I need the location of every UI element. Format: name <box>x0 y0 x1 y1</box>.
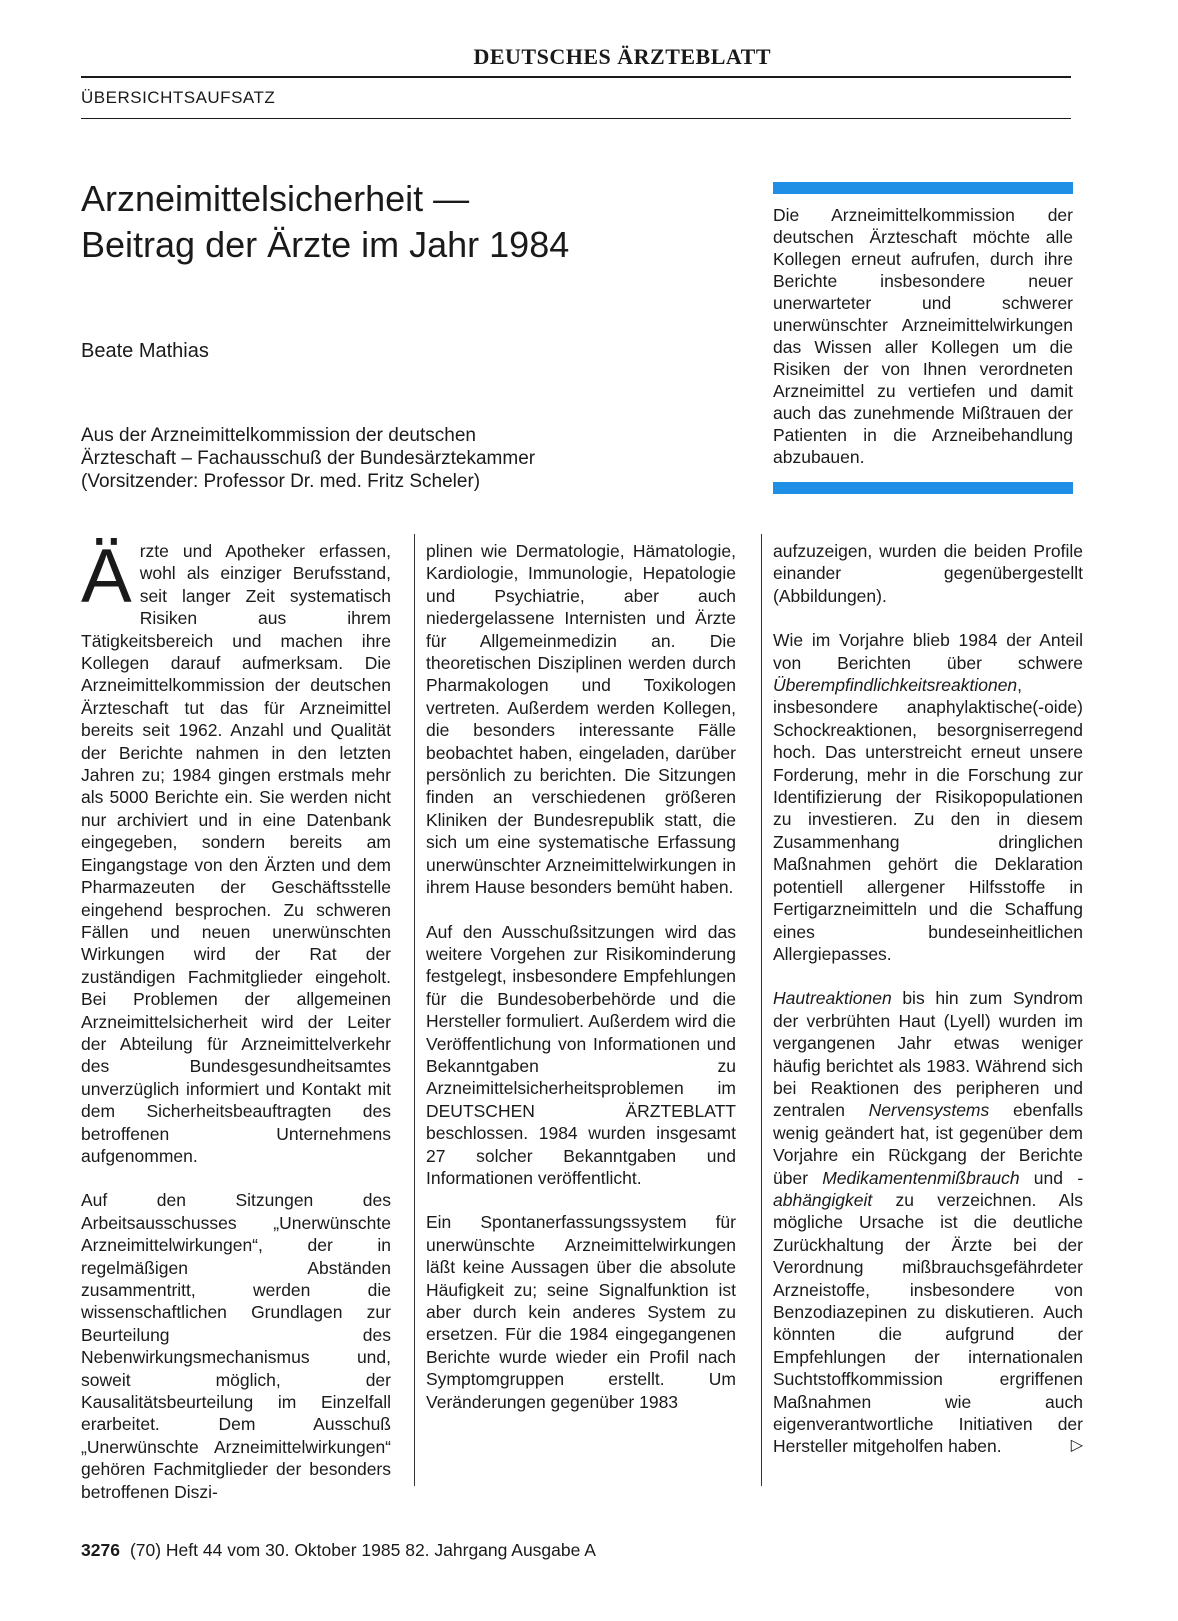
masthead-rule <box>81 76 1071 78</box>
summary-bar-top <box>773 182 1073 194</box>
issue-info: (70) Heft 44 vom 30. Oktober 1985 82. Jahrgang Ausgabe A <box>129 1540 596 1560</box>
body-paragraph: Auf den Sitzungen des Arbeitsausschusses „Unerwünschte Arzneimittelwirkungen“, der in regelmäßigen Abständen zusammentritt, werden die wissenschaftlichen Grundlagen zur Beurteilung des Nebenwirkungsmechanismus und, soweit möglich, der Kausalitätsbeurteilung im Einzelfall erarbeitet. Dem Ausschuß „Unerwünschte Arzneimittelwirkungen“ gehören Fachmitglieder der besonders betroffenen Diszi- <box>81 1190 391 1502</box>
emphasis-text: Überempfindlichkeitsreaktionen <box>773 675 1018 696</box>
body-paragraph: Ein Spontanerfassungssystem für unerwünschte Arzneimittelwirkungen läßt keine Aussagen über die absolute Häufigkeit zu; seine Signalfunktion ist aber durch kein anderes System zu ersetzen. Für die 1984 eingegangenen Berichte wurde wieder ein Profil nach Symptomgruppen erstellt. Um Veränderungen gegenüber 1983 <box>426 1212 736 1412</box>
body-paragraph: plinen wie Dermatologie, Hämatologie, Kardiologie, Immunologie, Hepatologie und Psychiatrie, aber auch niedergelassene Internisten und Ärzte für Allgemeinmedizin an. Die theoretischen Disziplinen werden durch Pharmakologen und Toxikologen vertreten. Außerdem werden Kollegen, die besonders interessante Fälle beobachtet haben, eingeladen, darüber persönlich zu berichten. Die Sitzungen finden an verschiedenen größeren Kliniken der Bundesrepublik statt, die sich um eine systematische Erfassung unerwünschter Arzneimittelwirkungen in ihrem Hause besonders bemüht haben. <box>426 541 736 898</box>
section-label: ÜBERSICHTSAUFSATZ <box>81 88 276 107</box>
section-rule <box>81 118 1071 119</box>
article-title-line-1: Arzneimittelsicherheit — <box>81 178 470 219</box>
emphasis-text: Nervensystems <box>868 1100 990 1121</box>
article-author: Beate Mathias <box>81 340 209 362</box>
body-column-3 <box>773 540 1083 1480</box>
article-title-line-2: Beitrag der Ärzte im Jahr 1984 <box>81 224 570 265</box>
paragraph-text: zu verzeichnen. Als mögliche Ursache ist die deutliche Zurückhaltung der Ärzte bei der Verordnung mißbrauchsgefährdeter Arzneistoffe, insbesondere von Benzodiazepinen zu diskutieren. Auch könnten die aufgrund der Empfehlungen der internationalen Suchtstoffkommission ergriffenen Maßnahmen wie auch eigenverantwortliche Initiativen der Hersteller mitgeholfen haben. <box>773 1189 1083 1457</box>
body-paragraph: Auf den Ausschußsitzungen wird das weitere Vorgehen zur Risikominderung festgelegt, insbesondere Empfehlungen für die Bundesoberbehörde und die Hersteller formuliert. Außerdem wird die Veröffentlichung von Informationen und Bekanntgaben zu Arzneimittelsicherheitsproblemen im DEUTSCHEN ÄRZTEBLATT beschlossen. 1984 wurden insgesamt 27 solcher Bekanntgaben und Informationen veröffentlicht. <box>426 921 736 1188</box>
paragraph-text: bis hin zum Syndrom der verbrühten Haut (Lyell) wurden im vergangenen Jahr etwas weniger häufig berichtet als 1983. Während sich bei Reaktionen des peripheren und zentralen <box>773 988 1083 1121</box>
continue-arrow-icon: ▷ <box>1070 1437 1083 1455</box>
summary-bar-bottom <box>773 482 1073 494</box>
body-paragraph: aufzuzeigen, wurden die beiden Profile einander gegenübergestellt (Abbildungen). <box>773 541 1083 606</box>
emphasis-text: Hautreaktionen <box>773 988 892 1009</box>
affiliation-line-3: (Vorsitzender: Professor Dr. med. Fritz Scheler) <box>81 471 481 492</box>
article-summary: Die Arzneimittelkommission der deutschen Ärzteschaft möchte alle Kollegen erneut aufrufen, durch ihre Berichte insbesondere neuer unerwarteter und schwerer unerwünschter Arzneimittelwirkungen das Wissen aller Kollegen um die Risiken der von Ihnen verordneten Arzneimittel zu vertiefen und damit auch das zunehmende Mißtrauen der Patienten in die Arzneibehandlung abzubauen. <box>773 205 1073 467</box>
journal-masthead: DEUTSCHES ÄRZTEBLATT <box>473 44 771 69</box>
body-paragraph <box>81 534 391 1167</box>
page-number: 3276 <box>81 1540 120 1560</box>
body-column-2 <box>426 540 736 1435</box>
emphasis-text: Medikamentenmißbrauch <box>822 1167 1020 1188</box>
page-footer <box>81 1540 596 1561</box>
paragraph-text: und <box>1019 1167 1078 1188</box>
emphasis-text: -abhängigkeit <box>773 1167 1083 1210</box>
paragraph-text: , insbesondere anaphylaktische(-oide) Schockreaktionen, besorgniserregend hoch. Das unterstreicht erneut unsere Forderung, mehr in die Forschung zur Identifizierung der Risikopopulationen zu investieren. Zu den in diesem Zusammenhang dringlichen Maßnahmen gehört die Deklaration potentiell allergener Hilfsstoffe in Fertigarzneimitteln und die Schaffung eines bundeseinheitlichen Allergiepasses. <box>773 675 1083 964</box>
article-affiliation <box>81 424 721 493</box>
paragraph-text: Wie im Vorjahre blieb 1984 der Anteil von Berichten über schwere <box>773 630 1083 673</box>
column-separator <box>414 534 415 1486</box>
affiliation-line-2: Ärzteschaft – Fachausschuß der Bundesärztekammer <box>81 448 536 469</box>
column-separator <box>761 534 762 1486</box>
paragraph-text: ebenfalls wenig geändert hat, ist gegenüber dem Vorjahre ein Rückgang der Berichte über <box>773 1100 1083 1188</box>
body-column-1 <box>81 534 391 1525</box>
affiliation-line-1: Aus der Arzneimittelkommission der deutschen <box>81 425 476 446</box>
article-title <box>81 176 721 268</box>
body-paragraph <box>773 629 1083 965</box>
body-paragraph <box>773 987 1083 1458</box>
drop-cap: Ä <box>81 534 132 619</box>
paragraph-text: rzte und Apotheker erfassen, wohl als einziger Berufsstand, seit langer Zeit systematisch Risiken aus ihrem Tätigkeitsbereich und machen ihre Kollegen darauf aufmerksam. Die Arzneimittelkommission der deutschen Ärzteschaft tut das für Arzneimittel bereits seit 1962. Anzahl und Qualität der Berichte nahmen in den letzten Jahren zu; 1984 gingen erstmals mehr als 5000 Berichte ein. Sie werden nicht nur archiviert und in eine Datenbank eingegeben, sondern bereits am Eingangstage von den Ärzten und dem Pharmazeuten der Geschäftsstelle eingehend besprochen. Zu schweren Fällen und neuen unerwünschten Wirkungen wird der Rat der zuständigen Fachmitglieder eingeholt. Bei Problemen der allgemeinen Arzneimittelsicherheit wird der Leiter der Abteilung für Arzneimittelverkehr des Bundesgesundheitsamtes unverzüglich informiert und Kontakt mit dem Sicherheitsbeauftragten des betroffenen Unternehmens aufgenommen. <box>81 541 391 1166</box>
